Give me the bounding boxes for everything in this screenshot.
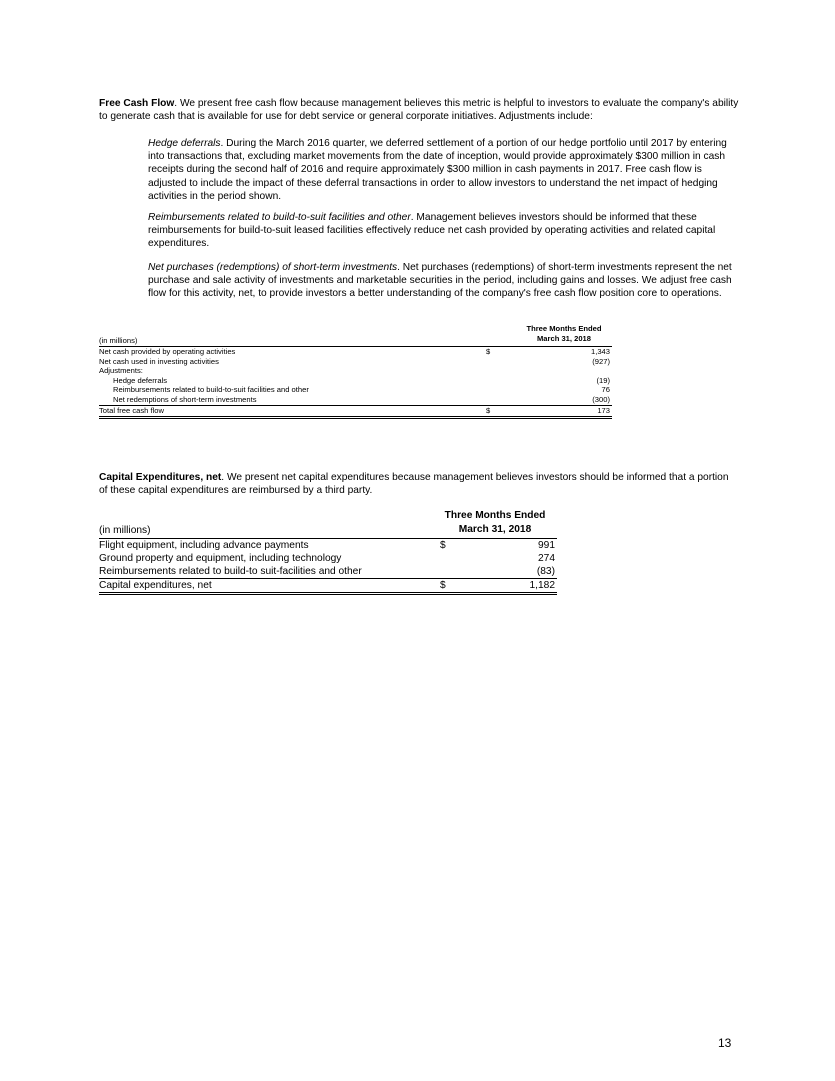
total-label: Capital expenditures, net bbox=[99, 580, 212, 591]
total-dollar-sign: $ bbox=[486, 405, 491, 415]
hedge-deferrals-title: Hedge deferrals bbox=[148, 138, 221, 149]
net-purchases-text: . Net purchases (redemptions) of short-term investments represent the net purchase and sale activity of investments and marketable securities in the period, including gains and losses. We adjust free cash flow for this activity, net, to provide investors a better understanding of the company's free cash flow position core to operations. bbox=[148, 262, 732, 300]
free-cash-flow-heading: Free Cash Flow bbox=[99, 98, 175, 109]
table-header bbox=[99, 509, 557, 538]
table-total-row bbox=[99, 578, 557, 595]
row-value: 274 bbox=[538, 553, 555, 564]
row-value: 76 bbox=[601, 385, 610, 395]
hedge-deferrals-paragraph bbox=[148, 137, 740, 203]
row-label: Ground property and equipment, including technology bbox=[99, 553, 342, 564]
unit-label: (in millions) bbox=[99, 525, 151, 536]
capex-heading: Capital Expenditures, net bbox=[99, 472, 222, 483]
capex-intro: . We present net capital expenditures because management believes investors should be informed that a portion of these capital expenditures are reimbursed by a third party. bbox=[99, 472, 729, 497]
unit-label: (in millions) bbox=[99, 336, 138, 345]
row-value: (300) bbox=[592, 394, 610, 404]
hedge-deferrals-text: . During the March 2016 quarter, we deferred settlement of a portion of our hedge portfolio until 2017 by entering into transactions that, excluding market movements from the date of inception, would provide approximately $300 million in cash receipts during the second half of 2016 and require approximately $300 million in cash payments in 2017. Free cash flow is adjusted to include the impact of these deferral transactions in order to allow investors to understand the net impact of hedging activities in the period shown. bbox=[148, 138, 727, 202]
row-label: Net cash provided by operating activities bbox=[99, 347, 236, 356]
table-row bbox=[99, 347, 612, 357]
total-value: 1,182 bbox=[529, 580, 555, 591]
row-dollar-sign: $ bbox=[440, 540, 446, 551]
row-value: (19) bbox=[596, 375, 610, 385]
table-row bbox=[99, 552, 557, 565]
total-label: Total free cash flow bbox=[99, 405, 164, 415]
row-label: Adjustments: bbox=[99, 366, 143, 376]
table-row bbox=[99, 376, 612, 386]
column-header-date: March 31, 2018 bbox=[536, 334, 592, 343]
table-row bbox=[99, 565, 557, 578]
table-row bbox=[99, 366, 612, 376]
table-row bbox=[99, 539, 557, 552]
table-row bbox=[99, 385, 612, 395]
free-cash-flow-paragraph bbox=[99, 97, 739, 123]
row-label: Net redemptions of short-term investments bbox=[113, 394, 257, 404]
table-row bbox=[99, 395, 612, 405]
reimbursements-text: . Management believes investors should be informed that these reimbursements for build-to-suit leased facilities effectively reduce net cash provided by operating activities and related capital expenditures. bbox=[148, 212, 716, 250]
row-value: 1,343 bbox=[590, 347, 610, 356]
column-header-period: Three Months Ended bbox=[526, 324, 602, 333]
net-purchases-title: Net purchases (redemptions) of short-term investments bbox=[148, 262, 398, 273]
row-value: (927) bbox=[592, 356, 610, 366]
free-cash-flow-intro: . We present free cash flow because management believes this metric is helpful to investors to evaluate the company's ability to generate cash that is available for use for debt service or general corporate initiatives. Adjustments include: bbox=[99, 98, 739, 123]
capex-paragraph bbox=[99, 471, 739, 497]
capex-table bbox=[99, 509, 557, 595]
total-dollar-sign: $ bbox=[440, 580, 446, 591]
row-label: Reimbursements related to build-to suit-facilities and other bbox=[99, 566, 362, 577]
table-row bbox=[99, 357, 612, 367]
column-header-period: Three Months Ended bbox=[444, 510, 546, 521]
reimbursements-title: Reimbursements related to build-to-suit facilities and other bbox=[148, 212, 411, 223]
row-label: Flight equipment, including advance payments bbox=[99, 540, 309, 551]
row-label: Net cash used in investing activities bbox=[99, 356, 219, 366]
page-number: 13 bbox=[718, 1036, 732, 1050]
table-header bbox=[99, 324, 612, 346]
total-value: 173 bbox=[597, 405, 610, 415]
net-purchases-paragraph bbox=[148, 261, 740, 301]
reimbursements-paragraph bbox=[148, 211, 740, 251]
column-header-date: March 31, 2018 bbox=[458, 524, 532, 535]
free-cash-flow-table bbox=[99, 324, 612, 419]
row-dollar-sign: $ bbox=[486, 347, 491, 356]
row-value: 991 bbox=[538, 540, 555, 551]
row-label: Hedge deferrals bbox=[113, 375, 168, 385]
row-label: Reimbursements related to build-to-suit facilities and other bbox=[113, 385, 309, 395]
table-total-row bbox=[99, 405, 612, 419]
row-value: (83) bbox=[536, 566, 555, 577]
